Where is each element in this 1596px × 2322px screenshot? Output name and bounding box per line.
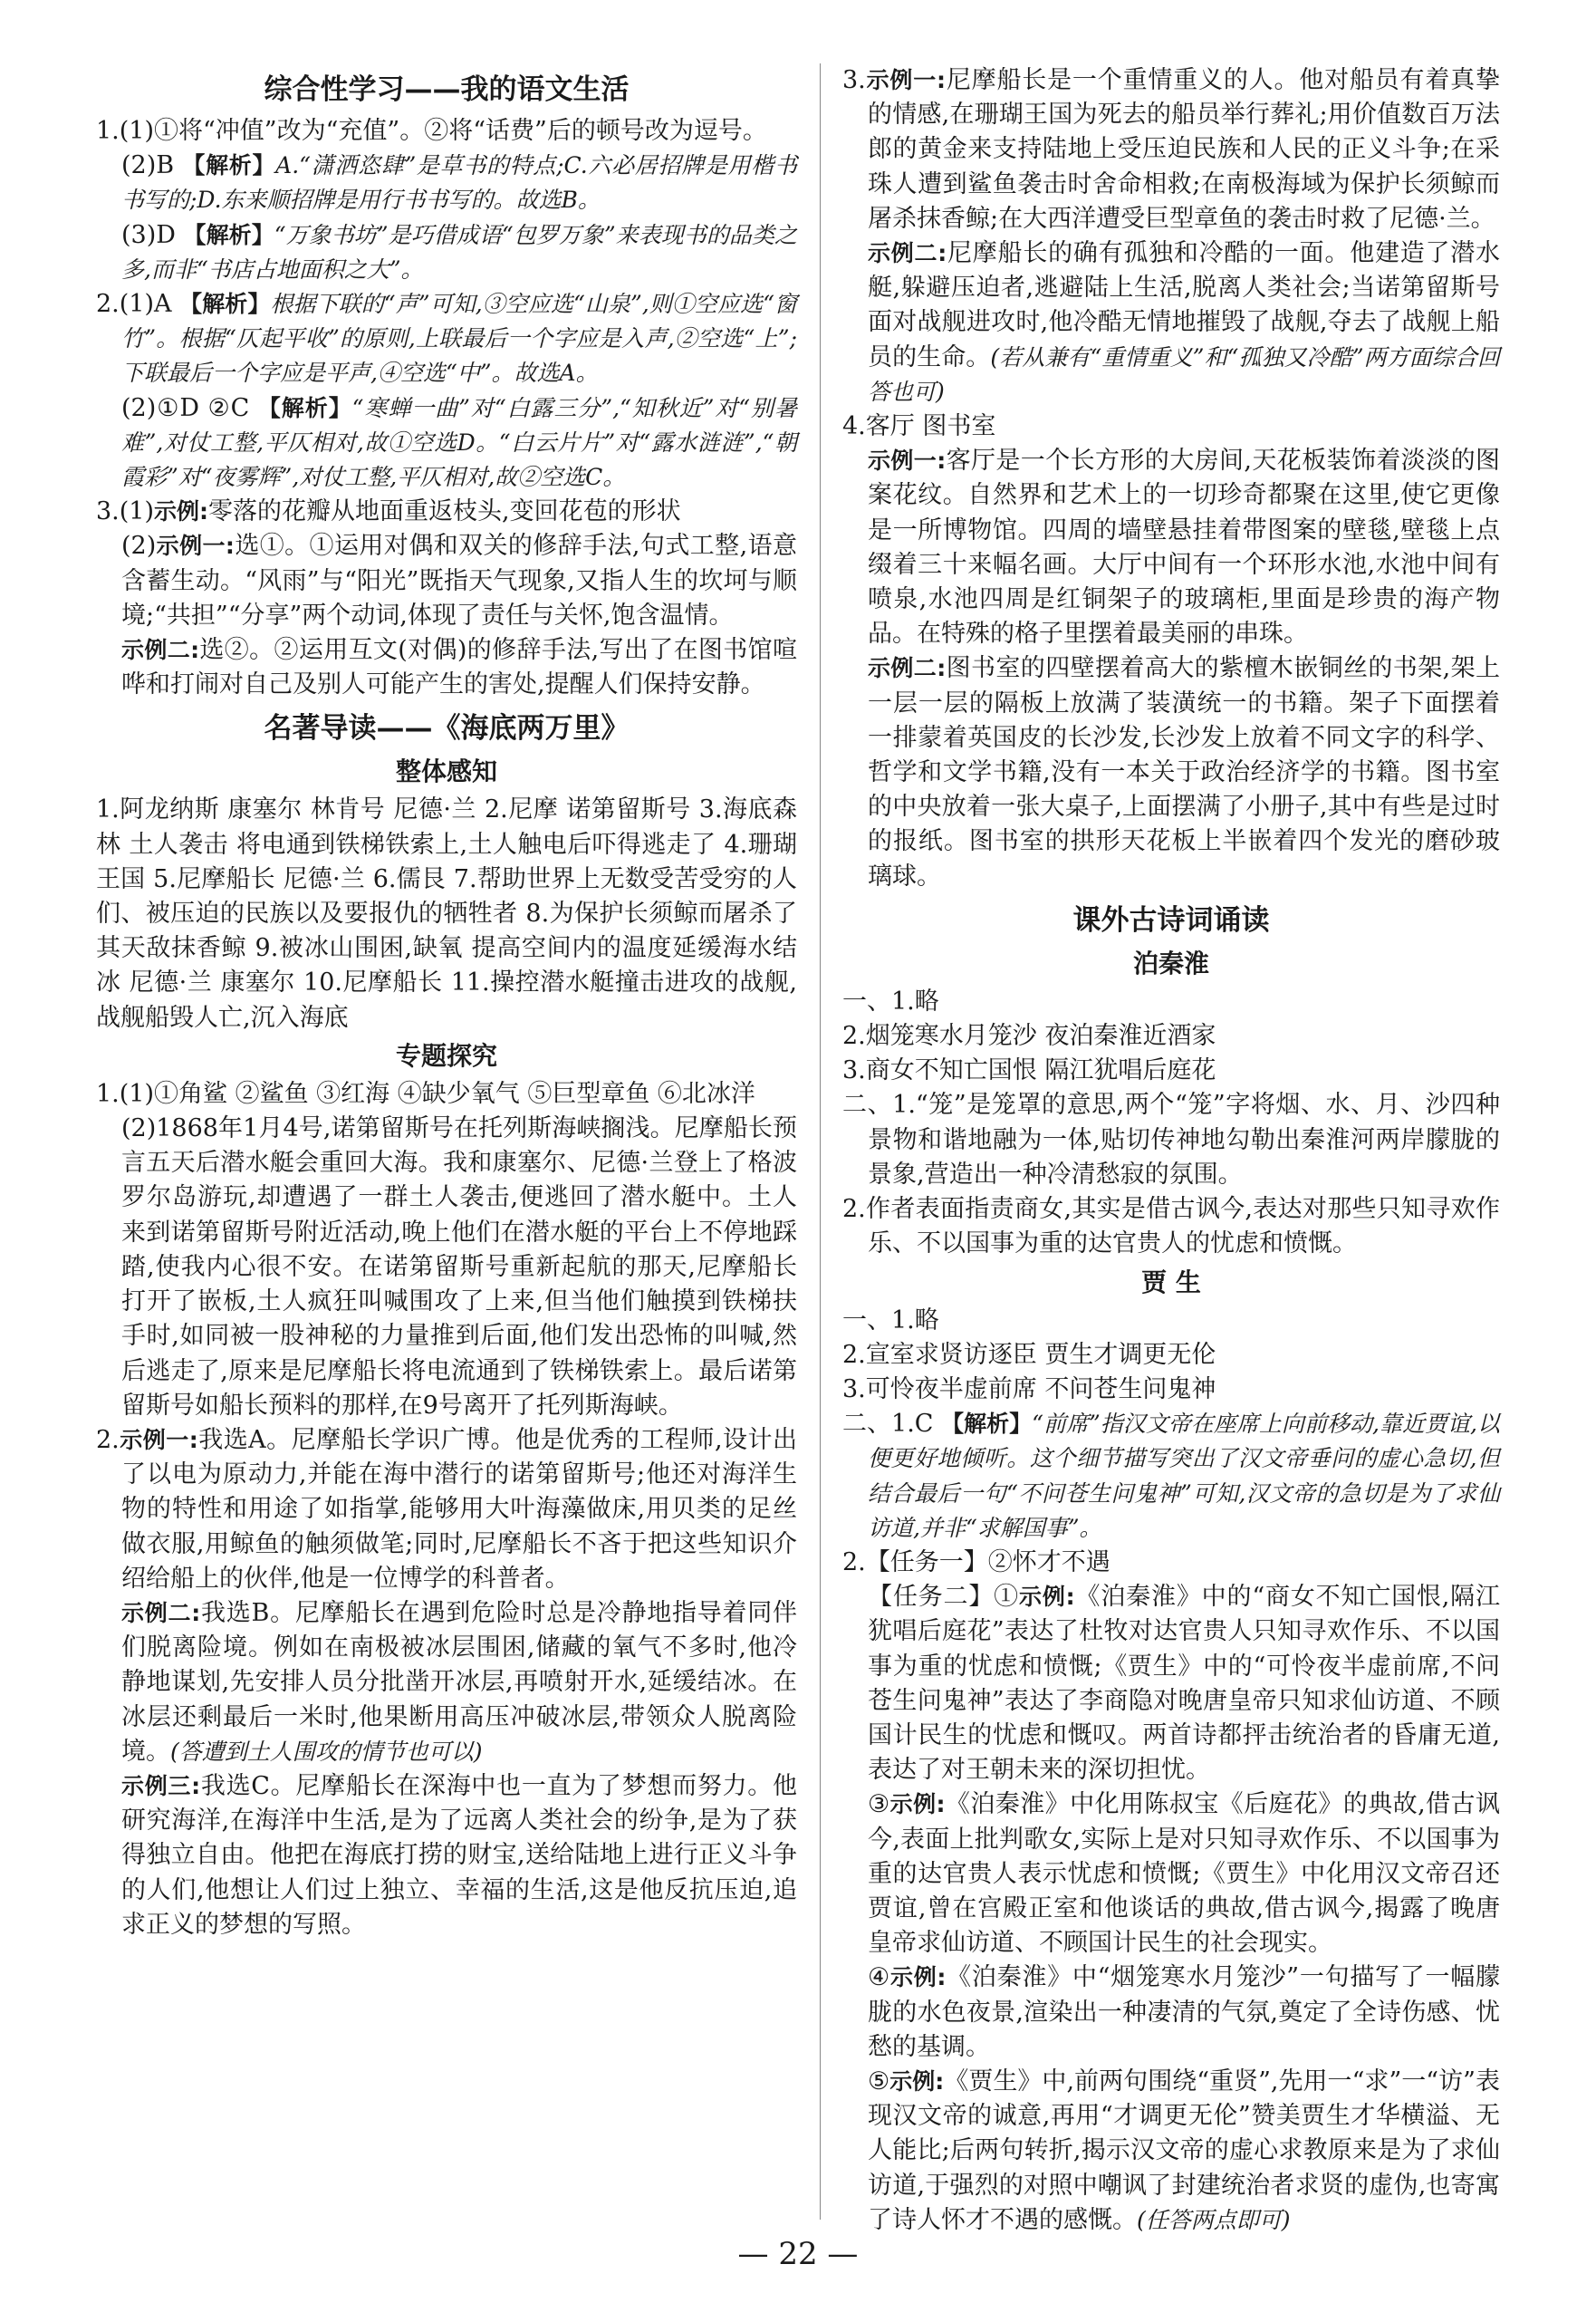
poem1-line-5: 2.作者表面指责商女,其实是借古讽今,表达对那些只知寻欢作乐、不以国事为重的达官贵人的忧虑和愤慨。 [842, 1195, 1500, 1258]
poem2-line-5: 2.【任务一】②怀才不遇 [842, 1547, 1110, 1576]
poem2-line-4: 二、1.C 【解析】“前席”指汉文帝在座席上向前移动,靠近贾谊,以便更好地倾听。这个细节描写突出了汉文帝垂问的虚心急切,但结合最后一句“不问苍生问鬼神”可知,汉文帝的急切是为了求仙访道,并非“求解国事”。 [842, 1410, 1500, 1541]
poem2-line-1: 一、1.略 [842, 1306, 939, 1334]
topic-answer-2-2: 示例二:我选B。尼摩船长在遇到危险时总是冷静地指导着同伴们脱离险境。例如在南极被冰层围困,储藏的氧气不多时,他冷静地谋划,先安排人员分批凿开冰层,再喷射开水,延缓结冰。在冰层还剩最后一米时,他果断用高压冲破冰层,带领众人脱离险境。(答遭到土人围攻的情节也可以) [121, 1598, 798, 1766]
topic-answer-1-2: (2)1868年1月4号,诺第留斯号在托列斯海峡搁浅。尼摩船长预言五天后潜水艇会重回大海。我和康塞尔、尼德·兰登上了格波罗尔岛游玩,却遭遇了一群土人袭击,便逃回了潜水艇中。土人来到诺第留斯号附近活动,晚上他们在潜水艇的平台上不停地踩踏,使我内心很不安。在诺第留斯号重新起航的那天,尼摩船长打开了嵌板,土人疯狂叫喊围攻了上来,但当他们触摸到铁梯扶手时,如同被一股神秘的力量推到后面,他们发出恐怖的叫喊,然后逃走了,原来是尼摩船长将电流通到了铁梯铁索上。最后诺第留斯号如船长预料的那样,在9号离开了托列斯海峡。 [121, 1114, 797, 1420]
answer-2-2: (2)①D ②C 【解析】“寒蝉一曲”对“白露三分”,“知秋近”对“别暑难”,对仗工整,平仄相对,故①空选D。“白云片片”对“露水涟涟”,“朝霞彩”对“夜雾辉”,对仗工整,平仄相对,故②空选C。 [121, 393, 797, 491]
answer-3-2: (2)示例一:选①。①运用对偶和双关的修辞手法,句式工整,语意含蓄生动。“风雨”与“阳光”既指天气现象,又指人生的坎坷与顺境;“共担”“分享”两个动词,体现了责任与关怀,饱含温情。 [121, 532, 797, 630]
section-title-classical-poems: 课外古诗词诵读 [1072, 903, 1270, 937]
poem2-line-8: ④示例:《泊秦淮》中“烟笼寒水月笼沙”一句描写了一幅朦胧的水色夜景,渲染出一种凄清的气氛,奠定了全诗伤感、忧愁的基调。 [868, 1963, 1501, 2061]
poem2-line-3: 3.可怜夜半虚前席 不问苍生问鬼神 [842, 1374, 1216, 1403]
poem1-line-4: 二、1.“笼”是笼罩的意思,两个“笼”字将烟、水、月、沙四种景物和谐地融为一体,贴切传神地勾勒出秦淮河两岸朦胧的景象,营造出一种冷清愁寂的氛围。 [842, 1091, 1500, 1189]
answer-1-1: 1.(1)①将“冲值”改为“充值”。②将“话费”后的顿号改为逗号。 [96, 117, 767, 145]
topic-answer-4-2: 示例二:图书室的四壁摆着高大的紫檀木嵌铜丝的书架,架上一层一层的隔板上放满了装潢统一的书籍。架子下面摆着一排蒙着英国皮的长沙发,长沙发上放着不同文字的科学、哲学和文学书籍,没有一本关于政治经济学的书籍。图书室的中央放着一张大桌子,上面摆满了小册子,其中有些是过时的报纸。图书室的拱形天花板上半嵌着四个发光的磨砂玻璃球。 [868, 654, 1500, 891]
subsection-title-overall: 整体感知 [395, 756, 497, 787]
right-column [842, 63, 1500, 2238]
topic-answer-4-1: 示例一:客厅是一个长方形的大房间,天花板装饰着淡淡的图案花纹。自然界和艺术上的一切珍奇都聚在这里,使它更像是一所博物馆。四周的墙壁悬挂着带图案的壁毯,壁毯上点缀着三十来幅名画。大厅中间有一个环形水池,水池中间有喷泉,水池四周是红铜架子的玻璃柜,里面是珍贵的海产物品。在特殊的格子里摆着最美丽的串珠。 [868, 447, 1500, 649]
topic-answer-3-2: 示例二:尼摩船长的确有孤独和冷酷的一面。他建造了潜水艇,躲避压迫者,逃避陆上生活,脱离人类社会;当诺第留斯号面对战舰进攻时,他冷酷无情地摧毁了战舰,夺去了战舰上船员的生命。(若从兼有“重情重义”和“孤独又冷酷”两方面综合回答也可) [868, 239, 1501, 405]
answer-3-1: 3.(1)示例:零落的花瓣从地面重返枝头,变回花苞的形状 [96, 497, 681, 526]
topic-answer-2-1: 2.示例一:我选A。尼摩船长学识广博。他是优秀的工程师,设计出了以电为原动力,并能在海中潜行的诺第留斯号;他还对海洋生物的特性和用途了如指掌,能够用大叶海藻做床,用贝类的足丝做衣服,用鲸鱼的触须做笔;同时,尼摩船长不吝于把这些知识介绍给船上的伙伴,他是一位博学的科普者。 [96, 1425, 797, 1593]
topic-answer-1-1: 1.(1)①角鲨 ②鲨鱼 ③红海 ④缺少氧气 ⑤巨型章鱼 ⑥北冰洋 [96, 1079, 755, 1108]
poem-title-jiasheng: 贾 生 [1141, 1267, 1201, 1297]
answer-1-2: (2)B 【解析】A.“潇洒恣肆”是草书的特点;C.六必居招牌是用楷书书写的;D.东来顺招牌是用行书书写的。故选B。 [121, 151, 797, 214]
topic-answer-4: 4.客厅 图书室 [842, 412, 996, 441]
section-title-classic-reading: 名著导读——《海底两万里》 [264, 712, 630, 746]
answer-3-3: 示例二:选②。②运用互文(对偶)的修辞手法,写出了在图书馆喧哗和打闹对自己及别人可能产生的害处,提醒人们保持安静。 [121, 636, 798, 699]
poem-title-boqinhuai: 泊秦淮 [1132, 948, 1209, 978]
poem1-line-1: 一、1.略 [842, 987, 939, 1016]
left-column [96, 63, 797, 1942]
poem1-line-3: 3.商女不知亡国恨 隔江犹唱后庭花 [842, 1056, 1216, 1085]
poem1-line-2: 2.烟笼寒水月笼沙 夜泊秦淮近酒家 [842, 1022, 1216, 1051]
poem2-line-6: 【任务二】①示例:《泊秦淮》中的“商女不知亡国恨,隔江犹唱后庭花”表达了杜牧对达官贵人只知寻欢作乐、不以国事为重的忧虑和愤慨;《贾生》中的“可怜夜半虚前席,不问苍生问鬼神”表达了李商隐对晚唐皇帝只知求仙访道、不顾国计民生的忧虑和慨叹。两首诗都抨击统治者的昏庸无道,表达了对王朝未来的深切担忧。 [868, 1583, 1501, 1785]
overall-answers: 1.阿龙纳斯 康塞尔 林肯号 尼德·兰 2.尼摩 诺第留斯号 3.海底森林 土人袭击 将电通到铁梯铁索上,土人触电后吓得逃走了 4.珊瑚王国 5.尼摩船长 尼德·兰 6.儒艮 7.帮助世界上无数受苦受穷的人们、被压迫的民族以及要报仇的牺牲者 8.为保护长须鲸而屠杀了其天敌抹香鲸 9.被冰山围困,缺氧 提高空间内的温度延缓海水结冰 尼德·兰 康塞尔 10.尼摩船长 11.操控潜水艇撞击进攻的战舰,战舰船毁人亡,沉入海底 [96, 795, 797, 1032]
subsection-title-topic: 专题探究 [395, 1040, 497, 1071]
section-title-comprehensive-study: 综合性学习——我的语文生活 [264, 73, 630, 106]
poem2-line-7: ③示例:《泊秦淮》中化用陈叔宝《后庭花》的典故,借古讽今,表面上批判歌女,实际上是对只知寻欢作乐、不以国事为重的达官贵人表示忧虑和愤慨;《贾生》中化用汉文帝召还贾谊,曾在宫殿正室和他谈话的典故,借古讽今,揭露了晚唐皇帝求仙访道、不顾国计民生的社会现实。 [868, 1790, 1500, 1958]
topic-answer-3-1: 3.示例一:尼摩船长是一个重情重义的人。他对船员有着真挚的情感,在珊瑚王国为死去的船员举行葬礼;用价值数百万法郎的黄金来支持陆地上受压迫民族和人民的正义斗争;在采珠人遭到鲨鱼袭击时舍命相救;在南极海域为保护长须鲸而屠杀抹香鲸;在大西洋遭受巨型章鱼的袭击时救了尼德·兰。 [842, 66, 1500, 233]
page-number: — 22 — [737, 2236, 859, 2272]
topic-answer-2-3: 示例三:我选C。尼摩船长在深海中也一直为了梦想而努力。他研究海洋,在海洋中生活,是为了远离人类社会的纷争,是为了获得独立自由。他把在海底打捞的财宝,送给陆地上进行正义斗争的人们,他想让人们过上独立、幸福的生活,这是他反抗压迫,追求正义的梦想的写照。 [121, 1771, 797, 1939]
answer-2-1: 2.(1)A 【解析】根据下联的“声”可知,③空应选“山泉”,则①空应选“窗竹”。根据“仄起平收”的原则,上联最后一个字应是入声,②空选“上”;下联最后一个字应是平声,④空选“中”。故选A。 [96, 290, 797, 387]
poem2-line-9: ⑤示例:《贾生》中,前两句围绕“重贤”,先用一“求”一“访”表现汉文帝的诚意,再用“才调更无伦”赞美贾生才华横溢、无人能比;后两句转折,揭示汉文帝的虚心求教原来是为了求仙访道,于强烈的对照中嘲讽了封建统治者求贤的虚伪,也寄寓了诗人怀才不遇的感慨。(任答两点即可) [868, 2067, 1500, 2234]
poem2-line-2: 2.宣室求贤访逐臣 贾生才调更无伦 [842, 1340, 1216, 1369]
answer-1-3: (3)D 【解析】“万象书坊”是巧借成语“包罗万象”来表现书的品类之多,而非“书店占地面积之大”。 [121, 220, 797, 283]
column-divider [820, 63, 821, 2220]
